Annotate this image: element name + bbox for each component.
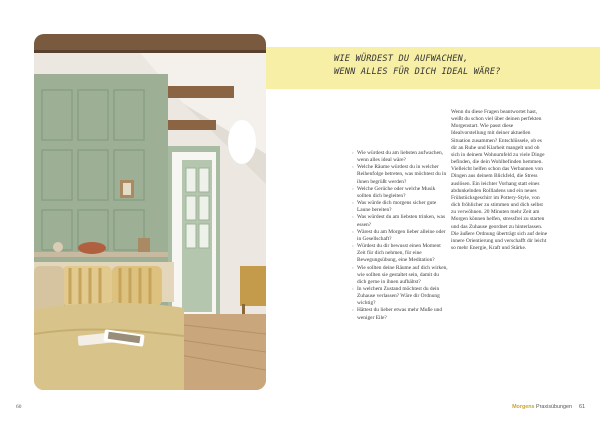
heading-line-2: WENN ALLES FÜR DICH IDEAL WÄRE? <box>334 67 501 77</box>
page-number-left: 60 <box>16 404 22 410</box>
footer-subsection: Praxisübungen <box>536 404 572 410</box>
footer-section: Morgens <box>512 404 535 410</box>
body-paragraph: Wenn du diese Fragen beantwortet hast, weißt du schon viel über deinen perfekten Morgenstart. Wie passt diese Idealvorstellung mit deiner aktuellen Situation zusammen? Entschlüssele, ob es dir an Ruhe und Klarheit mangelt und ob sich in deinem Wohnumfeld zu viele Dinge befinden, die dein Wohlbefinden hemmen. Vielleicht helfen schon das Verbannen von Dingen aus deinem Blickfeld, die Stress auslösen. Ein leichter Vorhang statt eines abdunkelnden Rollladens und ein neues Frühstücksgeschirr im Pottery-Style, von dich fröhlicher zu stimmen und dich selbst zu verwöhnen. 20 Minuten mehr Zeit am Morgen können helfen, stressfrei zu starten und das Zuhause geordnet zu hinterlassen. Die äußere Ordnung überträgt sich auf deine innere Orientierung und verschafft dir leicht so mehr Energie, Kraft und Stärke. <box>451 109 548 251</box>
question-item: › Was würdest du am liebsten trinken, was essen? <box>352 214 448 228</box>
question-list <box>352 150 448 322</box>
page-number-right: 61 <box>579 404 585 410</box>
heading-line-1: WIE WÜRDEST DU AUFWACHEN, <box>334 54 469 64</box>
question-item: › Wie würdest du am liebsten aufwachen, wenn alles ideal wäre? <box>352 150 448 164</box>
question-item: › In welchem Zustand möchtest du dein Zuhause verlassen? Wäre dir Ordnung wichtig? <box>352 286 448 307</box>
question-item: › Welche Gerüche oder welche Musik sollten dich begleiten? <box>352 186 448 200</box>
body-text-column <box>451 109 549 252</box>
bedroom-photo <box>34 34 266 390</box>
question-list-column <box>352 150 448 322</box>
question-item: › Würdest du dir bewusst einen Moment Zeit für dich nehmen, für eine Bewegungsübung, eine Meditation? <box>352 243 448 264</box>
question-item: › Welche Räume würdest du in welcher Reihenfolge betreten, was möchtest du in ihnen begrüßt werden? <box>352 164 448 185</box>
question-item: › Hättest du lieber etwas mehr Muße und weniger Eile? <box>352 307 448 321</box>
question-item: › Was würde dich morgens sicher gute Laune bereiten? <box>352 200 448 214</box>
running-footer <box>512 404 585 410</box>
page-heading <box>334 53 584 79</box>
question-item: › Wärest du am Morgen lieber alleine oder in Gesellschaft? <box>352 229 448 243</box>
question-item: › Wie sollten deine Räume auf dich wirken, wie sollten sie gestaltet sein, damit du dich gerne in ihnen aufhältst? <box>352 265 448 286</box>
